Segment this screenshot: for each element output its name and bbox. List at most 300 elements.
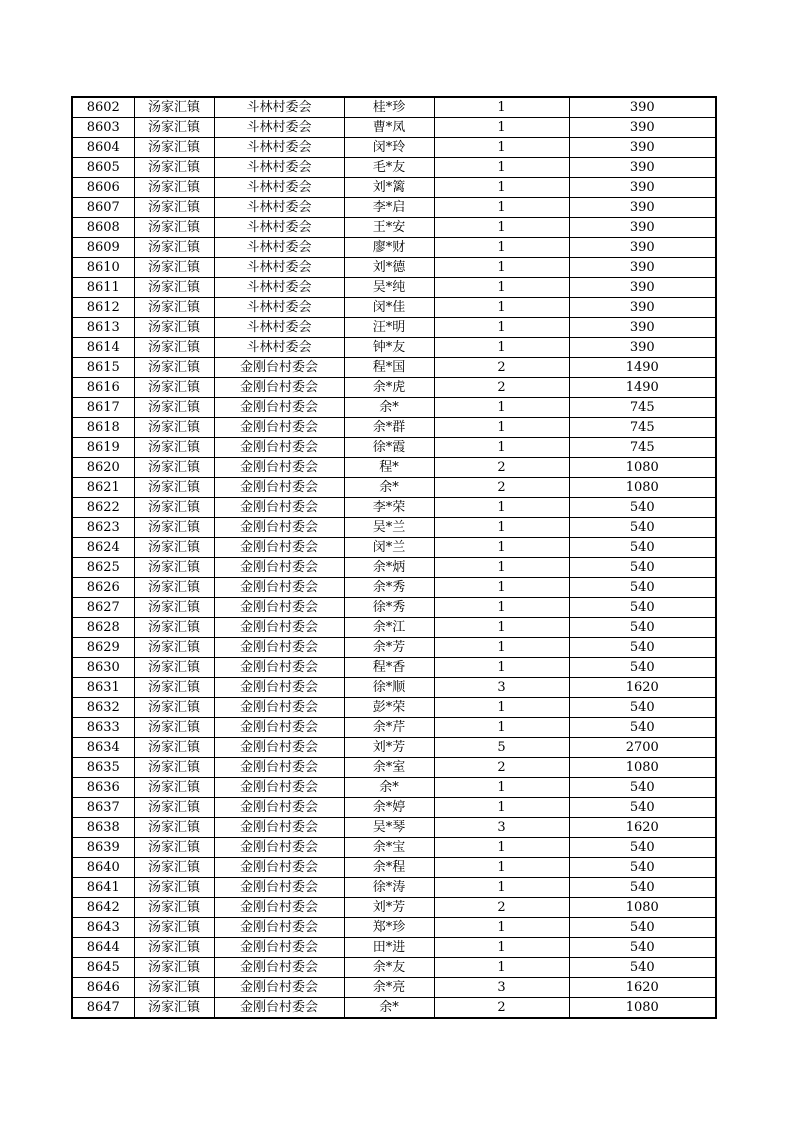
table-row xyxy=(72,538,716,558)
table-row xyxy=(72,218,716,238)
person-name-cell: 徐*顺 xyxy=(344,678,434,698)
village-committee-cell: 金刚台村委会 xyxy=(214,898,344,918)
table-row xyxy=(72,798,716,818)
person-count-cell: 3 xyxy=(434,678,569,698)
person-name-cell: 余*芹 xyxy=(344,718,434,738)
table-row xyxy=(72,438,716,458)
table-row xyxy=(72,518,716,538)
amount-cell: 540 xyxy=(569,938,716,958)
amount-cell: 540 xyxy=(569,918,716,938)
row-number-cell: 8605 xyxy=(72,158,134,178)
town-cell: 汤家汇镇 xyxy=(134,858,214,878)
person-count-cell: 1 xyxy=(434,578,569,598)
row-number-cell: 8627 xyxy=(72,598,134,618)
allowance-table xyxy=(71,96,717,1019)
amount-cell: 540 xyxy=(569,498,716,518)
person-count-cell: 5 xyxy=(434,738,569,758)
person-name-cell: 李*荣 xyxy=(344,498,434,518)
row-number-cell: 8621 xyxy=(72,478,134,498)
table-row xyxy=(72,198,716,218)
village-committee-cell: 金刚台村委会 xyxy=(214,978,344,998)
town-cell: 汤家汇镇 xyxy=(134,698,214,718)
table-row xyxy=(72,978,716,998)
town-cell: 汤家汇镇 xyxy=(134,418,214,438)
person-name-cell: 余*宝 xyxy=(344,838,434,858)
person-count-cell: 1 xyxy=(434,278,569,298)
village-committee-cell: 金刚台村委会 xyxy=(214,538,344,558)
amount-cell: 1080 xyxy=(569,758,716,778)
village-committee-cell: 金刚台村委会 xyxy=(214,398,344,418)
town-cell: 汤家汇镇 xyxy=(134,638,214,658)
table-row xyxy=(72,638,716,658)
amount-cell: 390 xyxy=(569,338,716,358)
table-row xyxy=(72,238,716,258)
table-row xyxy=(72,118,716,138)
town-cell: 汤家汇镇 xyxy=(134,878,214,898)
town-cell: 汤家汇镇 xyxy=(134,798,214,818)
table-row xyxy=(72,618,716,638)
person-name-cell: 汪*明 xyxy=(344,318,434,338)
amount-cell: 390 xyxy=(569,198,716,218)
row-number-cell: 8640 xyxy=(72,858,134,878)
person-name-cell: 程*香 xyxy=(344,658,434,678)
row-number-cell: 8612 xyxy=(72,298,134,318)
row-number-cell: 8641 xyxy=(72,878,134,898)
town-cell: 汤家汇镇 xyxy=(134,158,214,178)
row-number-cell: 8633 xyxy=(72,718,134,738)
table-row xyxy=(72,158,716,178)
amount-cell: 390 xyxy=(569,278,716,298)
person-count-cell: 1 xyxy=(434,198,569,218)
village-committee-cell: 金刚台村委会 xyxy=(214,878,344,898)
person-name-cell: 闵*佳 xyxy=(344,298,434,318)
town-cell: 汤家汇镇 xyxy=(134,238,214,258)
table-row xyxy=(72,338,716,358)
table-row xyxy=(72,258,716,278)
row-number-cell: 8638 xyxy=(72,818,134,838)
person-count-cell: 1 xyxy=(434,97,569,118)
person-count-cell: 1 xyxy=(434,158,569,178)
amount-cell: 540 xyxy=(569,618,716,638)
town-cell: 汤家汇镇 xyxy=(134,278,214,298)
town-cell: 汤家汇镇 xyxy=(134,898,214,918)
town-cell: 汤家汇镇 xyxy=(134,118,214,138)
table-row xyxy=(72,97,716,118)
person-name-cell: 余*江 xyxy=(344,618,434,638)
row-number-cell: 8611 xyxy=(72,278,134,298)
row-number-cell: 8645 xyxy=(72,958,134,978)
town-cell: 汤家汇镇 xyxy=(134,498,214,518)
person-count-cell: 1 xyxy=(434,638,569,658)
village-committee-cell: 斗林村委会 xyxy=(214,198,344,218)
person-count-cell: 2 xyxy=(434,378,569,398)
person-name-cell: 程*国 xyxy=(344,358,434,378)
person-count-cell: 2 xyxy=(434,758,569,778)
amount-cell: 540 xyxy=(569,878,716,898)
village-committee-cell: 金刚台村委会 xyxy=(214,478,344,498)
person-count-cell: 1 xyxy=(434,938,569,958)
village-committee-cell: 金刚台村委会 xyxy=(214,798,344,818)
village-committee-cell: 金刚台村委会 xyxy=(214,518,344,538)
table-row xyxy=(72,598,716,618)
town-cell: 汤家汇镇 xyxy=(134,318,214,338)
row-number-cell: 8619 xyxy=(72,438,134,458)
person-count-cell: 1 xyxy=(434,858,569,878)
town-cell: 汤家汇镇 xyxy=(134,818,214,838)
person-name-cell: 余*室 xyxy=(344,758,434,778)
person-name-cell: 余*婷 xyxy=(344,798,434,818)
amount-cell: 540 xyxy=(569,698,716,718)
village-committee-cell: 金刚台村委会 xyxy=(214,718,344,738)
amount-cell: 1490 xyxy=(569,358,716,378)
person-name-cell: 余* xyxy=(344,778,434,798)
person-count-cell: 1 xyxy=(434,618,569,638)
village-committee-cell: 金刚台村委会 xyxy=(214,938,344,958)
village-committee-cell: 金刚台村委会 xyxy=(214,378,344,398)
town-cell: 汤家汇镇 xyxy=(134,678,214,698)
amount-cell: 540 xyxy=(569,858,716,878)
person-name-cell: 吴*纯 xyxy=(344,278,434,298)
table-row xyxy=(72,718,716,738)
table-row xyxy=(72,838,716,858)
person-count-cell: 1 xyxy=(434,118,569,138)
person-count-cell: 2 xyxy=(434,358,569,378)
table-row xyxy=(72,458,716,478)
row-number-cell: 8606 xyxy=(72,178,134,198)
village-committee-cell: 金刚台村委会 xyxy=(214,618,344,638)
town-cell: 汤家汇镇 xyxy=(134,358,214,378)
person-name-cell: 刘*篱 xyxy=(344,178,434,198)
town-cell: 汤家汇镇 xyxy=(134,218,214,238)
person-name-cell: 吴*琴 xyxy=(344,818,434,838)
village-committee-cell: 金刚台村委会 xyxy=(214,778,344,798)
amount-cell: 540 xyxy=(569,958,716,978)
row-number-cell: 8607 xyxy=(72,198,134,218)
person-name-cell: 刘*芳 xyxy=(344,898,434,918)
village-committee-cell: 金刚台村委会 xyxy=(214,558,344,578)
person-count-cell: 1 xyxy=(434,698,569,718)
table-row xyxy=(72,558,716,578)
person-count-cell: 1 xyxy=(434,258,569,278)
person-name-cell: 曹*凤 xyxy=(344,118,434,138)
person-count-cell: 1 xyxy=(434,298,569,318)
town-cell: 汤家汇镇 xyxy=(134,978,214,998)
amount-cell: 390 xyxy=(569,138,716,158)
person-count-cell: 1 xyxy=(434,138,569,158)
village-committee-cell: 斗林村委会 xyxy=(214,178,344,198)
person-name-cell: 余*群 xyxy=(344,418,434,438)
row-number-cell: 8629 xyxy=(72,638,134,658)
person-name-cell: 徐*涛 xyxy=(344,878,434,898)
person-name-cell: 余*友 xyxy=(344,958,434,978)
person-count-cell: 1 xyxy=(434,498,569,518)
person-count-cell: 1 xyxy=(434,538,569,558)
village-committee-cell: 金刚台村委会 xyxy=(214,998,344,1019)
person-name-cell: 彭*荣 xyxy=(344,698,434,718)
village-committee-cell: 斗林村委会 xyxy=(214,138,344,158)
amount-cell: 1080 xyxy=(569,458,716,478)
person-name-cell: 廖*财 xyxy=(344,238,434,258)
person-name-cell: 余*炳 xyxy=(344,558,434,578)
person-name-cell: 余*芳 xyxy=(344,638,434,658)
amount-cell: 390 xyxy=(569,158,716,178)
amount-cell: 390 xyxy=(569,298,716,318)
town-cell: 汤家汇镇 xyxy=(134,458,214,478)
village-committee-cell: 斗林村委会 xyxy=(214,118,344,138)
amount-cell: 390 xyxy=(569,218,716,238)
town-cell: 汤家汇镇 xyxy=(134,618,214,638)
table-row xyxy=(72,578,716,598)
person-count-cell: 3 xyxy=(434,818,569,838)
village-committee-cell: 金刚台村委会 xyxy=(214,458,344,478)
amount-cell: 1490 xyxy=(569,378,716,398)
row-number-cell: 8647 xyxy=(72,998,134,1019)
person-name-cell: 闵*玲 xyxy=(344,138,434,158)
row-number-cell: 8609 xyxy=(72,238,134,258)
row-number-cell: 8610 xyxy=(72,258,134,278)
village-committee-cell: 斗林村委会 xyxy=(214,158,344,178)
person-count-cell: 1 xyxy=(434,658,569,678)
village-committee-cell: 斗林村委会 xyxy=(214,97,344,118)
person-name-cell: 余*程 xyxy=(344,858,434,878)
person-count-cell: 1 xyxy=(434,918,569,938)
amount-cell: 1620 xyxy=(569,678,716,698)
village-committee-cell: 斗林村委会 xyxy=(214,258,344,278)
village-committee-cell: 金刚台村委会 xyxy=(214,678,344,698)
person-name-cell: 王*安 xyxy=(344,218,434,238)
person-name-cell: 余* xyxy=(344,398,434,418)
person-count-cell: 2 xyxy=(434,458,569,478)
row-number-cell: 8646 xyxy=(72,978,134,998)
town-cell: 汤家汇镇 xyxy=(134,738,214,758)
town-cell: 汤家汇镇 xyxy=(134,598,214,618)
town-cell: 汤家汇镇 xyxy=(134,378,214,398)
table-row xyxy=(72,378,716,398)
village-committee-cell: 斗林村委会 xyxy=(214,338,344,358)
row-number-cell: 8626 xyxy=(72,578,134,598)
table-row xyxy=(72,498,716,518)
row-number-cell: 8614 xyxy=(72,338,134,358)
table-row xyxy=(72,278,716,298)
town-cell: 汤家汇镇 xyxy=(134,338,214,358)
amount-cell: 540 xyxy=(569,558,716,578)
amount-cell: 540 xyxy=(569,638,716,658)
row-number-cell: 8636 xyxy=(72,778,134,798)
person-count-cell: 3 xyxy=(434,978,569,998)
person-count-cell: 1 xyxy=(434,598,569,618)
amount-cell: 540 xyxy=(569,578,716,598)
row-number-cell: 8604 xyxy=(72,138,134,158)
town-cell: 汤家汇镇 xyxy=(134,938,214,958)
row-number-cell: 8628 xyxy=(72,618,134,638)
amount-cell: 1080 xyxy=(569,998,716,1019)
amount-cell: 390 xyxy=(569,118,716,138)
town-cell: 汤家汇镇 xyxy=(134,998,214,1019)
town-cell: 汤家汇镇 xyxy=(134,838,214,858)
person-name-cell: 闵*兰 xyxy=(344,538,434,558)
village-committee-cell: 金刚台村委会 xyxy=(214,578,344,598)
table-row xyxy=(72,418,716,438)
table-row xyxy=(72,958,716,978)
person-name-cell: 李*启 xyxy=(344,198,434,218)
row-number-cell: 8635 xyxy=(72,758,134,778)
amount-cell: 1080 xyxy=(569,898,716,918)
amount-cell: 540 xyxy=(569,838,716,858)
person-name-cell: 程* xyxy=(344,458,434,478)
village-committee-cell: 金刚台村委会 xyxy=(214,758,344,778)
town-cell: 汤家汇镇 xyxy=(134,778,214,798)
row-number-cell: 8624 xyxy=(72,538,134,558)
town-cell: 汤家汇镇 xyxy=(134,478,214,498)
town-cell: 汤家汇镇 xyxy=(134,558,214,578)
amount-cell: 390 xyxy=(569,258,716,278)
town-cell: 汤家汇镇 xyxy=(134,138,214,158)
table-row xyxy=(72,318,716,338)
amount-cell: 390 xyxy=(569,97,716,118)
table-row xyxy=(72,478,716,498)
town-cell: 汤家汇镇 xyxy=(134,658,214,678)
row-number-cell: 8613 xyxy=(72,318,134,338)
amount-cell: 745 xyxy=(569,418,716,438)
table-row xyxy=(72,858,716,878)
town-cell: 汤家汇镇 xyxy=(134,258,214,278)
amount-cell: 390 xyxy=(569,238,716,258)
person-name-cell: 余* xyxy=(344,478,434,498)
row-number-cell: 8620 xyxy=(72,458,134,478)
table-row xyxy=(72,998,716,1019)
village-committee-cell: 金刚台村委会 xyxy=(214,358,344,378)
amount-cell: 390 xyxy=(569,178,716,198)
row-number-cell: 8632 xyxy=(72,698,134,718)
table-row xyxy=(72,778,716,798)
amount-cell: 745 xyxy=(569,398,716,418)
village-committee-cell: 金刚台村委会 xyxy=(214,438,344,458)
person-name-cell: 徐*霞 xyxy=(344,438,434,458)
row-number-cell: 8618 xyxy=(72,418,134,438)
table-row xyxy=(72,178,716,198)
town-cell: 汤家汇镇 xyxy=(134,578,214,598)
table-row xyxy=(72,138,716,158)
row-number-cell: 8630 xyxy=(72,658,134,678)
town-cell: 汤家汇镇 xyxy=(134,958,214,978)
village-committee-cell: 金刚台村委会 xyxy=(214,418,344,438)
row-number-cell: 8603 xyxy=(72,118,134,138)
village-committee-cell: 斗林村委会 xyxy=(214,298,344,318)
village-committee-cell: 金刚台村委会 xyxy=(214,918,344,938)
village-committee-cell: 金刚台村委会 xyxy=(214,738,344,758)
amount-cell: 540 xyxy=(569,518,716,538)
village-committee-cell: 金刚台村委会 xyxy=(214,598,344,618)
amount-cell: 540 xyxy=(569,658,716,678)
row-number-cell: 8643 xyxy=(72,918,134,938)
village-committee-cell: 金刚台村委会 xyxy=(214,498,344,518)
table-row xyxy=(72,358,716,378)
person-name-cell: 余* xyxy=(344,998,434,1019)
person-count-cell: 1 xyxy=(434,958,569,978)
row-number-cell: 8622 xyxy=(72,498,134,518)
person-count-cell: 1 xyxy=(434,878,569,898)
town-cell: 汤家汇镇 xyxy=(134,398,214,418)
village-committee-cell: 金刚台村委会 xyxy=(214,818,344,838)
amount-cell: 390 xyxy=(569,318,716,338)
village-committee-cell: 斗林村委会 xyxy=(214,238,344,258)
person-count-cell: 1 xyxy=(434,518,569,538)
row-number-cell: 8617 xyxy=(72,398,134,418)
person-name-cell: 余*秀 xyxy=(344,578,434,598)
row-number-cell: 8615 xyxy=(72,358,134,378)
person-count-cell: 1 xyxy=(434,238,569,258)
person-count-cell: 2 xyxy=(434,898,569,918)
person-name-cell: 徐*秀 xyxy=(344,598,434,618)
person-name-cell: 桂*珍 xyxy=(344,97,434,118)
row-number-cell: 8616 xyxy=(72,378,134,398)
amount-cell: 540 xyxy=(569,598,716,618)
person-count-cell: 1 xyxy=(434,558,569,578)
amount-cell: 1620 xyxy=(569,818,716,838)
person-count-cell: 1 xyxy=(434,318,569,338)
village-committee-cell: 斗林村委会 xyxy=(214,278,344,298)
person-count-cell: 1 xyxy=(434,438,569,458)
amount-cell: 540 xyxy=(569,778,716,798)
amount-cell: 2700 xyxy=(569,738,716,758)
row-number-cell: 8625 xyxy=(72,558,134,578)
amount-cell: 540 xyxy=(569,718,716,738)
table-row xyxy=(72,738,716,758)
row-number-cell: 8623 xyxy=(72,518,134,538)
town-cell: 汤家汇镇 xyxy=(134,97,214,118)
person-name-cell: 钟*友 xyxy=(344,338,434,358)
amount-cell: 1620 xyxy=(569,978,716,998)
amount-cell: 1080 xyxy=(569,478,716,498)
table-row xyxy=(72,398,716,418)
table-body xyxy=(72,97,716,1018)
person-count-cell: 1 xyxy=(434,218,569,238)
person-count-cell: 1 xyxy=(434,778,569,798)
table-row xyxy=(72,758,716,778)
row-number-cell: 8639 xyxy=(72,838,134,858)
person-name-cell: 吴*兰 xyxy=(344,518,434,538)
table-row xyxy=(72,878,716,898)
person-count-cell: 1 xyxy=(434,418,569,438)
person-count-cell: 1 xyxy=(434,838,569,858)
person-name-cell: 郑*珍 xyxy=(344,918,434,938)
row-number-cell: 8602 xyxy=(72,97,134,118)
village-committee-cell: 金刚台村委会 xyxy=(214,858,344,878)
town-cell: 汤家汇镇 xyxy=(134,198,214,218)
row-number-cell: 8642 xyxy=(72,898,134,918)
person-name-cell: 刘*德 xyxy=(344,258,434,278)
village-committee-cell: 金刚台村委会 xyxy=(214,838,344,858)
village-committee-cell: 金刚台村委会 xyxy=(214,958,344,978)
person-count-cell: 2 xyxy=(434,478,569,498)
town-cell: 汤家汇镇 xyxy=(134,518,214,538)
village-committee-cell: 斗林村委会 xyxy=(214,218,344,238)
table-row xyxy=(72,818,716,838)
town-cell: 汤家汇镇 xyxy=(134,538,214,558)
amount-cell: 540 xyxy=(569,538,716,558)
table-row xyxy=(72,918,716,938)
table-row xyxy=(72,678,716,698)
town-cell: 汤家汇镇 xyxy=(134,918,214,938)
person-count-cell: 1 xyxy=(434,718,569,738)
person-count-cell: 1 xyxy=(434,798,569,818)
table-row xyxy=(72,898,716,918)
row-number-cell: 8631 xyxy=(72,678,134,698)
person-name-cell: 田*进 xyxy=(344,938,434,958)
table-row xyxy=(72,938,716,958)
village-committee-cell: 金刚台村委会 xyxy=(214,638,344,658)
town-cell: 汤家汇镇 xyxy=(134,438,214,458)
